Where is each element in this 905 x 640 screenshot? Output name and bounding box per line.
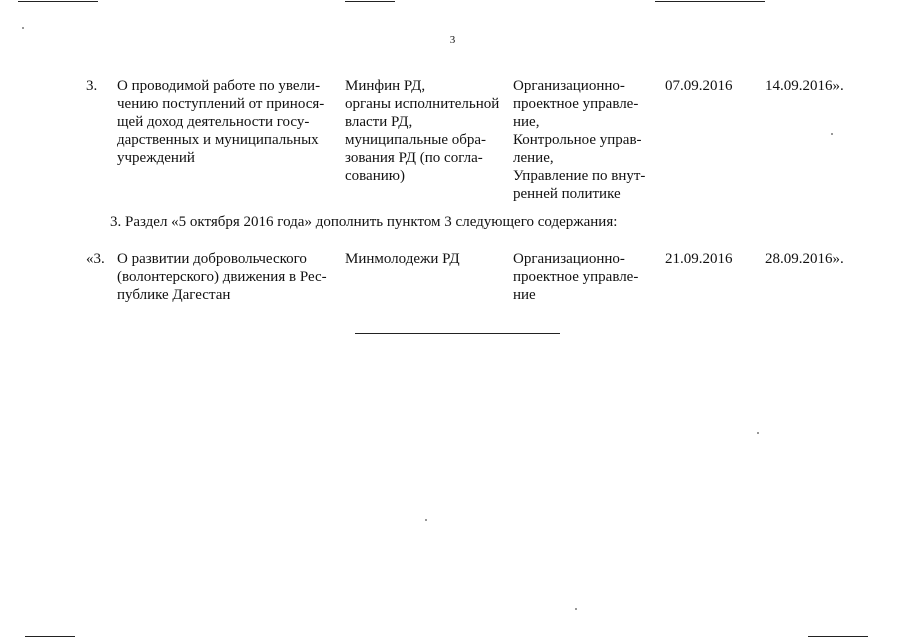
scan-speck [575,608,577,610]
scan-speck [831,133,833,135]
responsible-line: органы исполнительной [345,96,500,112]
scan-artifact-top-right [655,1,765,2]
page-number: 3 [449,34,456,46]
department-line: Организационно- [513,78,625,94]
row-department [513,250,661,304]
department-line: ренней политике [513,186,621,202]
amendment-paragraph: 3. Раздел «5 октября 2016 года» дополнить пунктом 3 следующего содержания: [110,214,618,230]
department-line: Организационно- [513,251,625,267]
topic-line: (волонтерского) движения в Рес- [117,269,327,285]
topic-line: дарственных и муниципальных [117,132,319,148]
scan-artifact-bottom-left [25,636,75,637]
row-number: «3. [86,251,105,267]
topic-line: учреждений [117,150,195,166]
responsible-line: Минфин РД, [345,78,426,94]
scan-artifact-top-left [18,1,98,2]
department-line: Контрольное управ- [513,132,642,148]
topic-line: О проводимой работе по увели- [117,78,321,94]
responsible-line: Минмолодежи РД [345,251,460,267]
scan-artifact-top-mid [345,1,395,2]
topic-line: чению поступлений от принося- [117,96,325,112]
responsible-line: зования РД (по согла- [345,150,483,166]
topic-line: щей доход деятельности госу- [117,114,310,130]
row-number: 3. [86,78,98,94]
row-end-date: 14.09.2016». [765,78,844,94]
scan-speck [425,519,427,521]
scan-speck [22,27,24,29]
row-topic [117,77,342,167]
responsible-line: власти РД, [345,114,413,130]
department-line: Управление по внут- [513,168,646,184]
row-responsible [345,250,510,268]
row-start-date: 07.09.2016 [665,78,733,94]
row-topic [117,250,342,304]
scan-speck [757,432,759,434]
section-divider [355,333,560,334]
department-line: ние [513,287,536,303]
responsible-line: муниципальные обра- [345,132,487,148]
row-start-date: 21.09.2016 [665,251,733,267]
row-end-date: 28.09.2016». [765,251,844,267]
row-responsible [345,77,510,185]
scan-artifact-bottom-right [808,636,868,637]
department-line: проектное управле- [513,96,639,112]
department-line: проектное управле- [513,269,639,285]
responsible-line: сованию) [345,168,405,184]
row-department [513,77,661,203]
department-line: ление, [513,150,554,166]
topic-line: публике Дагестан [117,287,231,303]
topic-line: О развитии добровольческого [117,251,307,267]
department-line: ние, [513,114,540,130]
